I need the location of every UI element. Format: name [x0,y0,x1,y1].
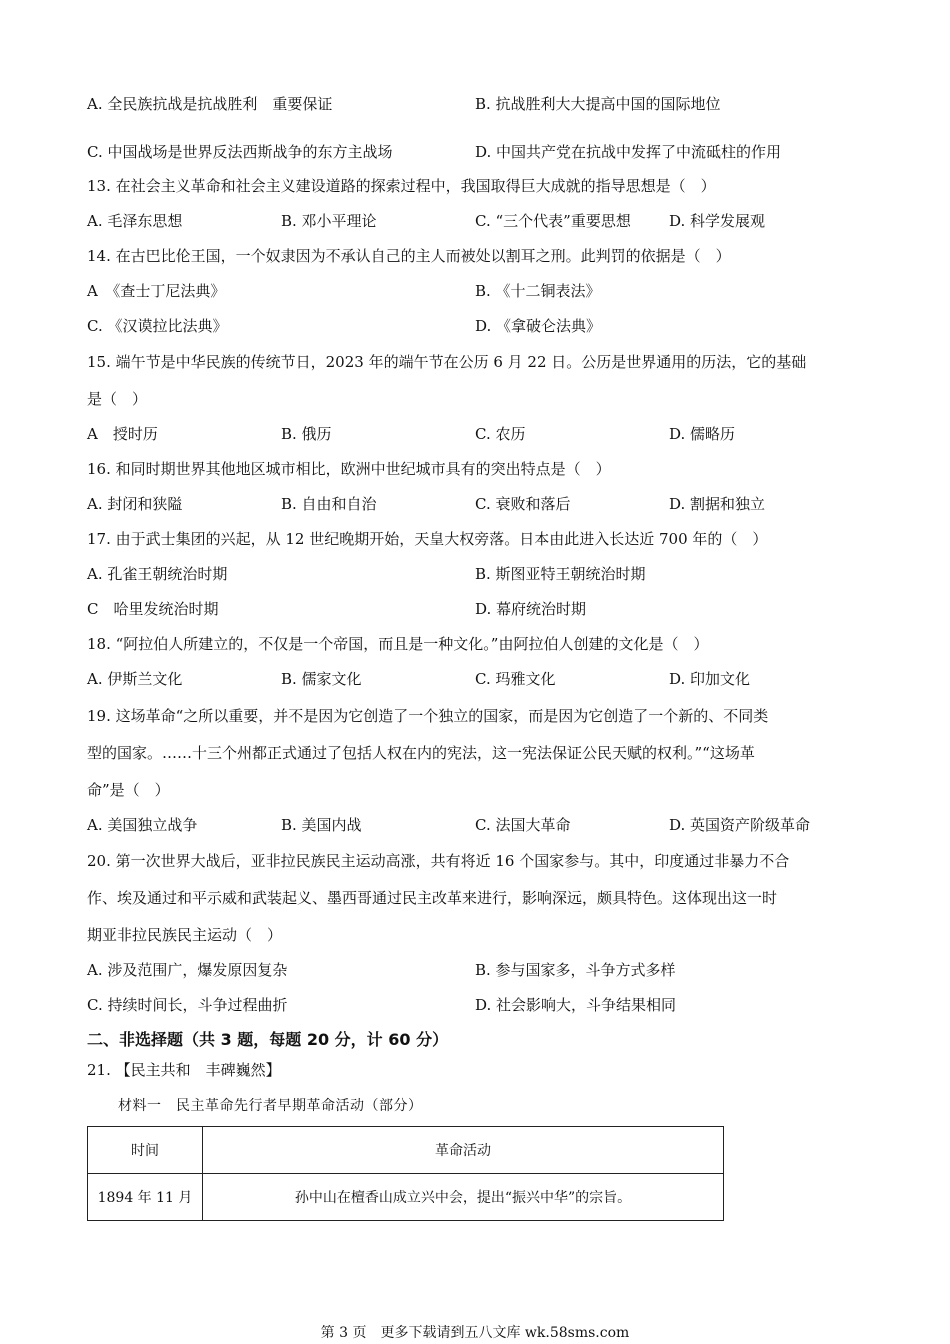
q15-option-c: C. 农历 [475,425,526,443]
q19-stem-line1: 19. 这场革命“之所以重要，并不是因为它创造了一个独立的国家，而是因为它创造了一个新的、不同类 [87,707,769,725]
revolution-activities-table [87,1126,724,1221]
table-cell-activity: 孙中山在檀香山成立兴中会，提出“振兴中华”的宗旨。 [203,1174,724,1221]
table-header-time: 时间 [88,1127,203,1174]
q17-option-d: D. 幕府统治时期 [475,600,587,618]
q14-stem: 14. 在古巴比伦王国，一个奴隶因为不承认自己的主人而被处以割耳之刑。此判罚的依据是（ ） [87,247,731,265]
table-row [88,1174,724,1221]
q14-option-c: C. 《汉谟拉比法典》 [87,317,228,335]
table-header-row [88,1127,724,1174]
q14-option-a: A 《查士丁尼法典》 [87,282,226,300]
q17-option-a: A. 孔雀王朝统治时期 [87,565,228,583]
q15-option-d: D. 儒略历 [669,425,736,443]
q13-stem: 13. 在社会主义革命和社会主义建设道路的探索过程中，我国取得巨大成就的指导思想是（ ） [87,177,716,195]
q16-option-b: B. 自由和自治 [281,495,377,513]
q20-option-b: B. 参与国家多，斗争方式多样 [475,961,676,979]
q21-title: 21. 【民主共和 丰碑巍然】 [87,1061,281,1079]
q17-option-b: B. 斯图亚特王朝统治时期 [475,565,646,583]
q18-option-c: C. 玛雅文化 [475,670,556,688]
q14-option-d: D. 《拿破仑法典》 [475,317,602,335]
q12-option-b: B. 抗战胜利大大提高中国的国际地位 [475,95,721,113]
table-cell-time: 1894 年 11 月 [88,1174,203,1221]
page-footer: 第 3 页 更多下载请到五八文库 wk.58sms.com [320,1325,630,1341]
q18-stem: 18. “阿拉伯人所建立的，不仅是一个帝国，而且是一种文化。”由阿拉伯人创建的文化是（ ） [87,635,709,653]
q13-option-d: D. 科学发展观 [669,212,766,230]
q17-option-c: C 哈里发统治时期 [87,600,219,618]
q14-option-b: B. 《十二铜表法》 [475,282,601,300]
q20-stem-line1: 20. 第一次世界大战后，亚非拉民族民主运动高涨，共有将近 16 个国家参与。其中，印度通过非暴力不合 [87,852,790,870]
q19-option-a: A. 美国独立战争 [87,816,198,834]
table-header-activity: 革命活动 [203,1127,724,1174]
q18-option-d: D. 印加文化 [669,670,751,688]
q13-option-c: C. “三个代表”重要思想 [475,212,631,230]
q19-option-c: C. 法国大革命 [475,816,571,834]
q15-stem-line2: 是（ ） [87,390,148,408]
q12-option-a: A. 全民族抗战是抗战胜利 重要保证 [87,95,333,113]
q20-option-c: C. 持续时间长，斗争过程曲折 [87,996,288,1014]
q18-option-b: B. 儒家文化 [281,670,362,688]
q19-stem-line2: 型的国家。……十三个州都正式通过了包括人权在内的宪法，这一宪法保证公民天赋的权利。”“这场革 [87,744,755,762]
q13-option-b: B. 邓小平理论 [281,212,377,230]
q16-option-a: A. 封闭和狭隘 [87,495,183,513]
q18-option-a: A. 伊斯兰文化 [87,670,183,688]
q20-stem-line2: 作、埃及通过和平示威和武装起义、墨西哥通过民主改革来进行，影响深远，颇具特色。这体现出这一时 [87,889,778,907]
q16-option-d: D. 割据和独立 [669,495,766,513]
q19-option-b: B. 美国内战 [281,816,362,834]
q20-option-a: A. 涉及范围广，爆发原因复杂 [87,961,288,979]
q12-option-c: C. 中国战场是世界反法西斯战争的东方主战场 [87,143,393,161]
q17-stem: 17. 由于武士集团的兴起，从 12 世纪晚期开始，天皇大权旁落。日本由此进入长达近 700 年的（ ） [87,530,768,548]
q15-stem-line1: 15. 端午节是中华民族的传统节日，2023 年的端午节在公历 6 月 22 日。公历是世界通用的历法，它的基础 [87,353,807,371]
q19-option-d: D. 英国资产阶级革命 [669,816,811,834]
material-caption: 材料一 民主革命先行者早期革命活动（部分） [118,1098,423,1114]
q16-option-c: C. 衰败和落后 [475,495,571,513]
q16-stem: 16. 和同时期世界其他地区城市相比，欧洲中世纪城市具有的突出特点是（ ） [87,460,611,478]
q13-option-a: A. 毛泽东思想 [87,212,183,230]
q15-option-a: A 授时历 [87,425,158,443]
q20-option-d: D. 社会影响大，斗争结果相同 [475,996,677,1014]
q19-stem-line3: 命”是（ ） [87,781,170,799]
q15-option-b: B. 俄历 [281,425,332,443]
q20-stem-line3: 期亚非拉民族民主运动（ ） [87,926,283,944]
section2-heading: 二、非选择题（共 3 题，每题 20 分，计 60 分） [87,1030,449,1049]
q12-option-d: D. 中国共产党在抗战中发挥了中流砥柱的作用 [475,143,782,161]
